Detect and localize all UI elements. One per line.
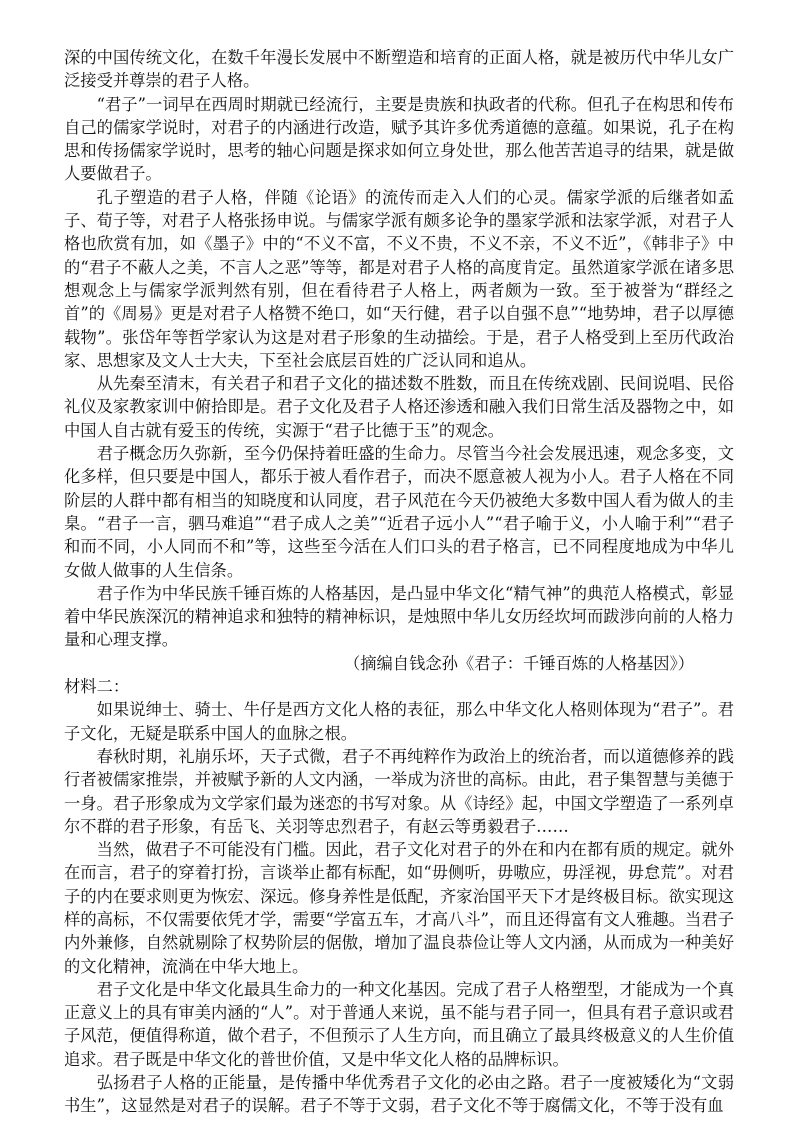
paragraph-9: 当然，做君子不可能没有门槛。因此，君子文化对君子的外在和内在都有质的规定。就外在而言，君子的穿着打扮，言谈举止都有标配，如“毋侧听，毋嗷应，毋淫视，毋怠荒”。对君子的内在要求则更为恢宏、深远。修身养性是低配，齐家治国平天下才是终极目标。欲实现这样的高标，不仅需要依凭才学，需要“学富五车，才高八斗”，而且还得富有文人雅趣。当君子内外兼修，自然就剔除了权势阶层的倨傲，增加了温良恭俭让等人文内涵，从而成为一种美好的文化精神，流淌在中华大地上。	[64, 840, 734, 976]
paragraph-5: 君子概念历久弥新，至今仍保持着旺盛的生命力。尽管当今社会发展迅速，观念多变，文化多样，但只要是中国人，都乐于被人看作君子，而决不愿意被人视为小人。君子人格在不同阶层的人群中都有相当的知晓度和认同度，君子风范在今天仍被绝大多数中国人看为做人的圭臬。“君子一言，驷马难追”“君子成人之美”“近君子远小人”“君子喻于义，小人喻于利”“君子和而不同，小人同而不和”等，这些至今活在人们口头的君子格言，已不同程度地成为中华儿女做人做事的人生信条。	[64, 444, 734, 580]
material-two-heading: 材料二：	[64, 677, 130, 697]
paragraph-6: 君子作为中华民族千锤百炼的人格基因，是凸显中华文化“精气神”的典范人格模式，彰显着中华民族深沉的精神追求和独特的精神标识，是烛照中华儿女历经坎坷而跋涉向前的人格力量和心理支撑。	[64, 583, 734, 650]
source-citation: （摘编自钱念孙《君子：千锤百炼的人格基因》）	[343, 653, 694, 673]
paragraph-3: 孔子塑造的君子人格，伴随《论语》的流传而走入人们的心灵。儒家学派的后继者如孟子、荀子等，对君子人格张扬申说。与儒家学派有颇多论争的墨家学派和法家学派，对君子人格也欣赏有加，如《墨子》中的“不义不富，不义不贵，不义不亲，不义不近”，《韩非子》中的“君子不蔽人之美，不言人之恶”等等，都是对君子人格的高度肯定。虽然道家学派在诸多思想观念上与儒家学派判然有别，但在看待君子人格上，两者颇为一致。至于被誉为“群经之首”的《周易》更是对君子人格赞不绝口，如“天行健，君子以自强不息”“地势坤，君子以厚德载物”。张岱年等哲学家认为这是对君子形象的生动描绘。于是，君子人格受到上至历代政治家、思想家及文人士大夫，下至社会底层百姓的广泛认同和追从。	[64, 187, 734, 370]
paragraph-11: 弘扬君子人格的正能量，是传播中华优秀君子文化的必由之路。君子一度被矮化为“文弱书生”，这显然是对君子的误解。君子不等于文弱，君子文化不等于腐儒文化，不等于没有血	[64, 1073, 734, 1116]
paragraph-7: 如果说绅士、骑士、牛仔是西方文化人格的表征，那么中华文化人格则体现为“君子”。君子文化，无疑是联系中国人的血脉之根。	[64, 700, 734, 743]
paragraph-4: 从先秦至清末，有关君子和君子文化的描述数不胜数，而且在传统戏剧、民间说唱、民俗礼仪及家教家训中俯拾即是。君子文化及君子人格还渗透和融入我们日常生活及器物之中，如中国人自古就有爱玉的传统，实源于“君子比德于玉”的观念。	[64, 374, 734, 440]
paragraph-8: 春秋时期，礼崩乐坏，天子式微，君子不再纯粹作为政治上的统治者，而以道德修养的践行者被儒家推崇，并被赋予新的人文内涵，一举成为济世的高标。由此，君子集智慧与美德于一身。君子形象成为文学家们最为迷恋的书写对象。从《诗经》起，中国文学塑造了一系列卓尔不群的君子形象，有岳飞、关羽等忠烈君子，有赵云等勇毅君子……	[64, 746, 734, 836]
paragraph-2: “君子”一词早在西周时期就已经流行，主要是贵族和执政者的代称。但孔子在构思和传布自己的儒家学说时，对君子的内涵进行改造，赋予其许多优秀道德的意蕴。如果说，孔子在构思和传扬儒家学说时，思考的轴心问题是探求如何立身处世，那么他苦苦追寻的结果，就是做人要做君子。	[64, 94, 734, 184]
document-page	[64, 46, 734, 1118]
paragraph-1: 深的中国传统文化，在数千年漫长发展中不断塑造和培育的正面人格，就是被历代中华儿女广泛接受并尊崇的君子人格。	[64, 48, 734, 91]
paragraph-10: 君子文化是中华文化最具生命力的一种文化基因。完成了君子人格塑型，才能成为一个真正意义上的具有审美内涵的“人”。对于普通人来说，虽不能与君子同一，但具有君子意识或君子风范，便值得称道，做个君子，不但预示了人生方向，而且确立了最具终极意义的人生价值追求。君子既是中华文化的普世价值，又是中华文化人格的品牌标识。	[64, 979, 734, 1069]
